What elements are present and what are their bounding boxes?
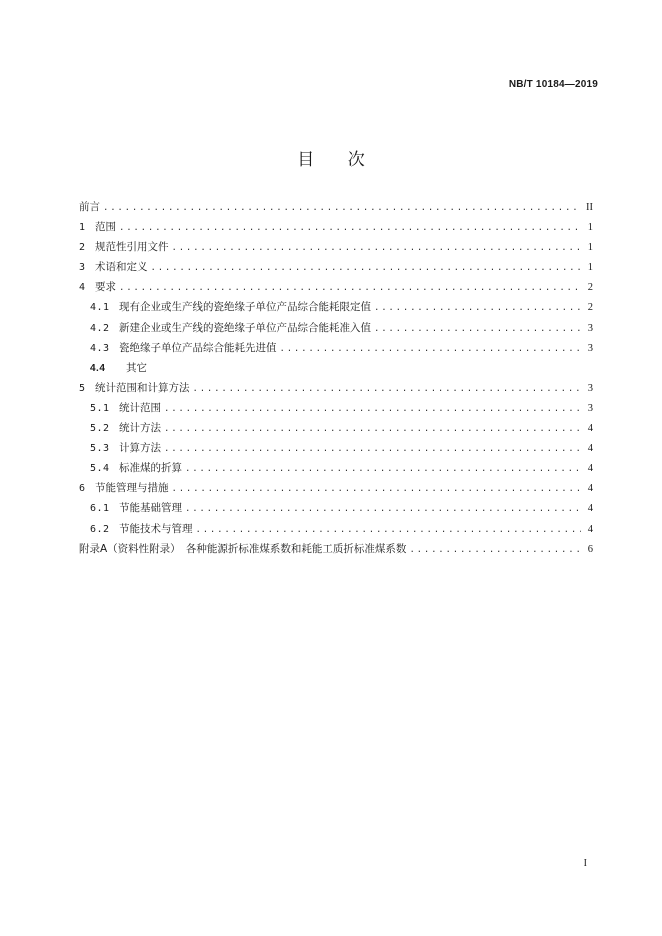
toc-entry-number: 6.1: [90, 503, 110, 515]
toc-page-number: 2: [587, 302, 593, 314]
toc-page-number: 4: [587, 443, 593, 455]
toc-page-number: 3: [587, 382, 593, 394]
toc-entry-4-4[interactable]: [79, 360, 593, 380]
toc-entry-4-1[interactable]: [79, 299, 593, 319]
toc-entry-text: 节能技术与管理: [119, 522, 193, 535]
toc-page-number: 3: [587, 342, 593, 354]
toc-leader-dots: [151, 263, 582, 273]
toc-entry-text: 要求: [95, 281, 116, 294]
toc-entry-number: 5: [79, 382, 86, 394]
toc-entry-number: 6.2: [90, 523, 110, 535]
toc-entry-number: 4: [79, 282, 86, 294]
toc-entry-text: 其它: [126, 361, 147, 374]
toc-page-number: 4: [587, 483, 593, 495]
toc-leader-dots: [119, 223, 581, 233]
toc-entry-scope[interactable]: [79, 219, 593, 239]
toc-entry-6-2[interactable]: [79, 521, 593, 541]
toc-entry-number: 2: [79, 242, 86, 254]
toc-entry-text: 术语和定义: [95, 261, 148, 274]
toc-leader-dots: [185, 504, 581, 514]
toc-entry-number: 4.1: [90, 302, 110, 314]
toc-entry-requirements[interactable]: [79, 279, 593, 299]
toc-page-number: 4: [587, 423, 593, 435]
toc-leader-dots: [409, 545, 581, 555]
toc-leader-dots: [185, 464, 581, 474]
toc-entry-text: 现有企业或生产线的瓷绝缘子单位产品综合能耗限定值: [119, 301, 371, 314]
toc-entry-6-1[interactable]: [79, 500, 593, 520]
toc-entry-4-2[interactable]: [79, 320, 593, 340]
toc-leader-dots: [374, 303, 581, 313]
toc-entry-text: 统计方法: [119, 422, 161, 435]
toc-leader-dots: [172, 484, 582, 494]
toc-page-number: 4: [587, 503, 593, 515]
toc-entry-number: 4.3: [90, 342, 110, 354]
toc-entry-text: 前言: [79, 201, 100, 213]
toc-entry-5-1[interactable]: [79, 400, 593, 420]
toc-page-number: 1: [587, 262, 593, 274]
toc-leader-dots: [172, 243, 582, 253]
toc-leader-dots: [280, 344, 582, 354]
toc-entry-text: 计算方法: [119, 442, 161, 455]
page-number: I: [583, 858, 587, 869]
toc-entry-number: 1: [79, 222, 86, 234]
toc-page-number: 4: [587, 463, 593, 475]
table-of-contents: [79, 199, 593, 561]
toc-entry-text: 统计范围和计算方法: [95, 381, 190, 394]
toc-entry-5-3[interactable]: [79, 440, 593, 460]
toc-entry-number: 5.2: [90, 423, 110, 435]
toc-entry-text: 瓷绝缘子单位产品综合能耗先进值: [119, 341, 277, 354]
toc-entry-text: 统计范围: [119, 401, 161, 414]
toc-leader-dots: [103, 203, 581, 213]
toc-entry-text: 新建企业或生产线的瓷绝缘子单位产品综合能耗准入值: [119, 321, 371, 334]
toc-title: 目 次: [297, 150, 379, 170]
toc-entry-5-4[interactable]: [79, 460, 593, 480]
toc-leader-dots: [119, 283, 581, 293]
toc-entry-5-2[interactable]: [79, 420, 593, 440]
toc-page-number: II: [586, 202, 593, 213]
toc-entry-number: 4.4: [90, 362, 106, 374]
toc-leader-dots: [196, 525, 582, 535]
toc-page-number: 3: [587, 402, 593, 414]
toc-entry-number: 6: [79, 483, 86, 495]
toc-entry-4-3[interactable]: [79, 340, 593, 360]
toc-entry-number: 5.4: [90, 463, 110, 475]
toc-page-number: 6: [587, 543, 593, 555]
toc-entry-text: 附录A（资料性附录） 各种能源折标准煤系数和耗能工质折标准煤系数: [79, 542, 407, 555]
toc-page-number: 1: [587, 222, 593, 234]
toc-leader-dots: [164, 404, 581, 414]
toc-entry-text: 节能基础管理: [119, 502, 182, 515]
toc-entry-text: 标准煤的折算: [119, 462, 182, 475]
toc-entry-foreword[interactable]: [79, 199, 593, 219]
toc-entry-energy-management[interactable]: [79, 480, 593, 500]
toc-entry-number: 5.1: [90, 402, 110, 414]
toc-entry-number: 4.2: [90, 322, 110, 334]
toc-page-number: 4: [587, 523, 593, 535]
toc-page-number: 3: [587, 322, 593, 334]
standard-code: NB/T 10184—2019: [508, 79, 598, 90]
toc-entry-normative-references[interactable]: [79, 239, 593, 259]
toc-page-number: 2: [587, 282, 593, 294]
toc-page-number: 1: [587, 242, 593, 254]
toc-entry-appendix-a[interactable]: [79, 541, 593, 561]
toc-entry-number: 5.3: [90, 443, 110, 455]
toc-entry-text: 规范性引用文件: [95, 241, 169, 254]
toc-leader-dots: [193, 384, 582, 394]
toc-entry-text: 节能管理与措施: [95, 482, 169, 495]
toc-entry-text: 范围: [95, 221, 116, 234]
toc-entry-number: 3: [79, 262, 86, 274]
toc-entry-terms-definitions[interactable]: [79, 259, 593, 279]
toc-leader-dots: [374, 324, 581, 334]
toc-leader-dots: [164, 444, 581, 454]
toc-leader-dots: [164, 424, 581, 434]
toc-entry-statistics-calculation[interactable]: [79, 380, 593, 400]
